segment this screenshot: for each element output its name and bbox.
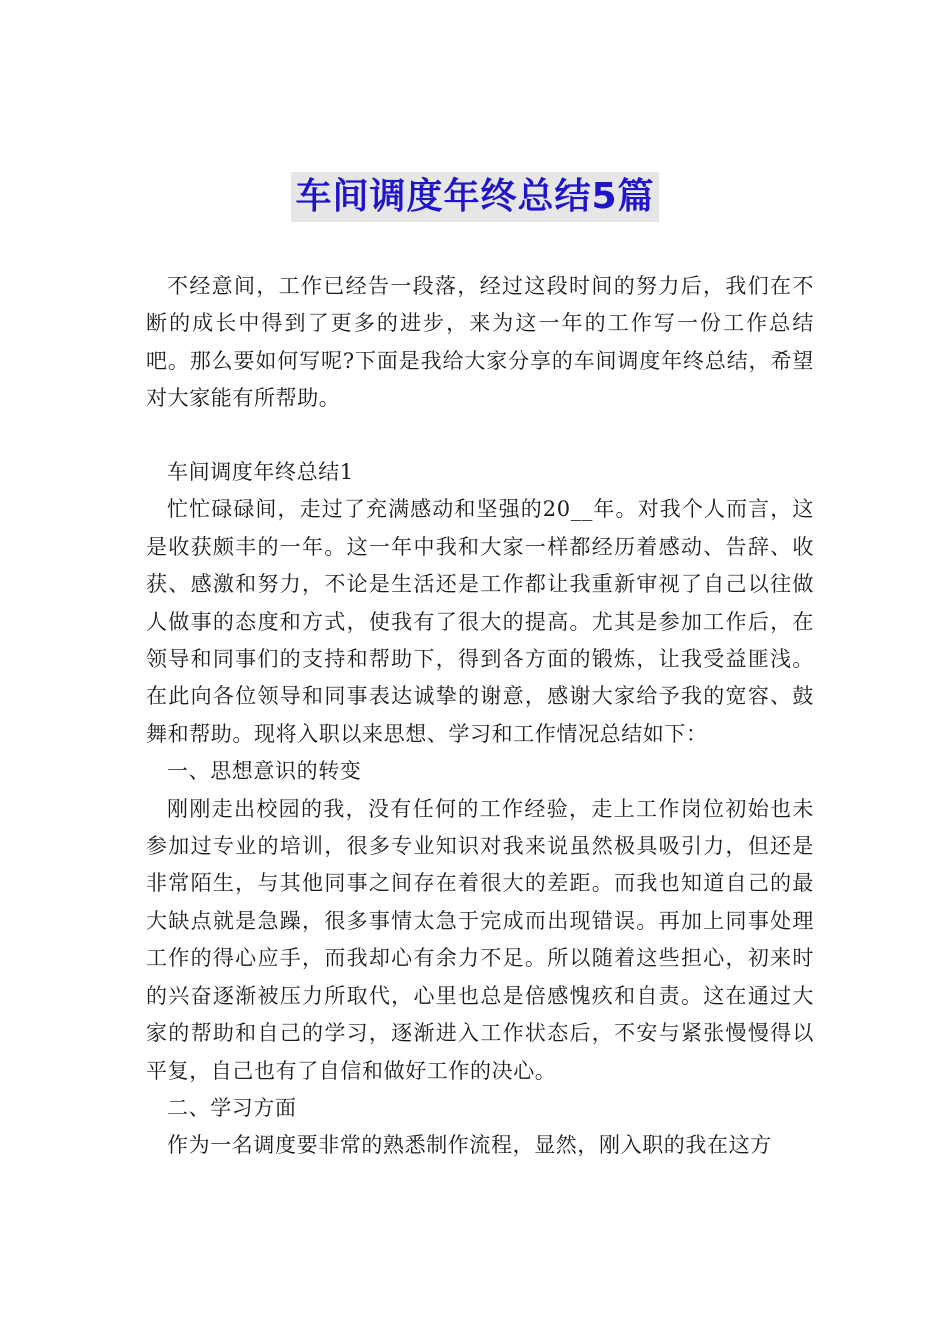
- main-content: [146, 454, 814, 1165]
- study-paragraph: 作为一名调度要非常的熟悉制作流程，显然，刚入职的我在这方: [167, 1133, 772, 1158]
- intro-paragraph: 不经意间，工作已经告一段落，经过这段时间的努力后，我们在不断的成长中得到了更多的进步，来为这一年的工作写一份工作总结吧。那么要如何写呢?下面是我给大家分享的车间调度年终总结，希望对大家能有所帮助。: [146, 274, 814, 411]
- heading-thought-change: 一、思想意识的转变: [167, 759, 362, 784]
- heading-study: 二、学习方面: [167, 1095, 297, 1120]
- thought-change-paragraph: 刚刚走出校园的我，没有任何的工作经验，走上工作岗位初始也未参加过专业的培训，很多专业知识对我来说虽然极具吸引力，但还是非常陌生，与其他同事之间存在着很大的差距。而我也知道自己的最大缺点就是急躁，很多事情太急于完成而出现错误。再加上同事处理工作的得心应手，而我却心有余力不足。所以随着这些担心，初来时的兴奋逐渐被压力所取代，心里也总是倍感愧疚和自责。这在通过大家的帮助和自己的学习，逐渐进入工作状态后，不安与紧张慢慢得以平复，自己也有了自信和做好工作的决心。: [146, 796, 814, 1083]
- document-title: 车间调度年终总结5篇: [291, 172, 658, 222]
- intro-block: [146, 268, 814, 418]
- section-title: 车间调度年终总结1: [167, 460, 354, 484]
- title-container: [0, 172, 950, 222]
- section1-paragraph: 忙忙碌碌间，走过了充满感动和坚强的20__年。对我个人而言，这是收获颇丰的一年。这一年中我和大家一样都经历着感动、告辞、收获、感激和努力，不论是生活还是工作都让我重新审视了自己以往做人做事的态度和方式，使我有了很大的提高。尤其是参加工作后，在领导和同事们的支持和帮助下，得到各方面的锻炼，让我受益匪浅。在此向各位领导和同事表达诚挚的谢意，感谢大家给予我的宽容、鼓舞和帮助。现将入职以来思想、学习和工作情况总结如下：: [146, 497, 814, 746]
